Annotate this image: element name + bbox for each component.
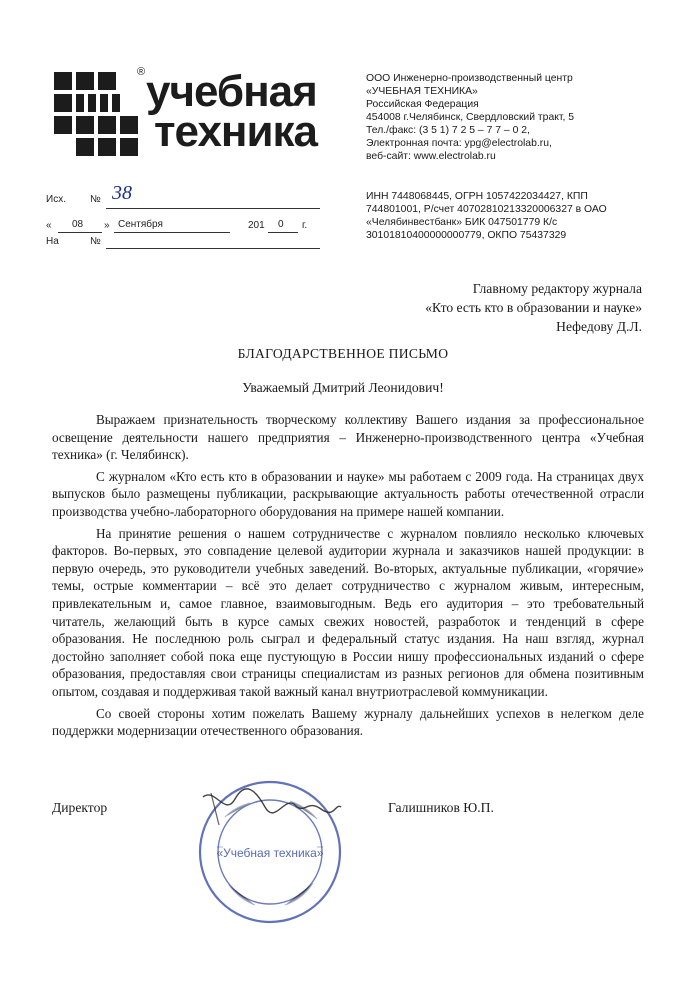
date-day: 08 [72, 219, 84, 230]
bank-requisites [366, 190, 666, 242]
outgoing-number: 38 [112, 182, 132, 204]
date-year-tail: г. [302, 220, 308, 231]
salutation: Уважаемый Дмитрий Леонидович! [242, 380, 444, 395]
bank-line: 744801001, Р/счет 40702810213320006327 в ОАО [366, 204, 607, 215]
date-month: Сентября [118, 219, 163, 230]
company-requisites [366, 72, 666, 163]
bank-line: 30101810400000000779, ОКПО 75437329 [366, 230, 567, 241]
company-line: ООО Инженерно-производственный центр [366, 73, 573, 84]
logo-wordmark-line-2: техника [154, 107, 318, 156]
signer-title: Директор [52, 800, 108, 815]
company-line: Тел./факс: (3 5 1) 7 2 5 – 7 7 – 0 2, [366, 125, 530, 136]
outgoing-number-label: № [90, 194, 101, 205]
company-logo-icon [54, 72, 140, 158]
body-paragraph: Со своей стороны хотим пожелать Вашему журналу дальнейших успехов в нелегком деле поддержки модернизации отечественного образования. [52, 705, 644, 739]
addressee-line: Нефедову Д.Л. [556, 319, 642, 334]
signer-name: Галишников Ю.П. [388, 800, 494, 815]
company-line: Электронная почта: ypg@electrolab.ru, [366, 138, 552, 149]
reply-number-label: № [90, 236, 101, 247]
addressee-block [300, 279, 642, 336]
body-paragraph: Выражаем признательность творческому коллективу Вашего издания за профессиональное освещение деятельности нашего предприятия – Инженерно-производственного центра «Учебная техника» (г. Челябинск). [52, 412, 644, 463]
company-line: Российская Федерация [366, 99, 479, 110]
letter-title: БЛАГОДАРСТВЕННОЕ ПИСЬМО [237, 346, 449, 361]
company-stamp-icon [195, 777, 345, 927]
logo-wordmark-line-1: учебная [146, 67, 317, 116]
company-line: веб-сайт: www.electrolab.ru [366, 151, 496, 162]
registered-mark: ® [137, 66, 146, 78]
letter-body [52, 411, 644, 744]
outgoing-label: Исх. [46, 194, 66, 205]
reply-number-line [106, 234, 320, 249]
outgoing-number-line [106, 194, 320, 209]
date-open-quote: « [46, 220, 52, 231]
reply-label: На [46, 236, 59, 247]
body-paragraph: На принятие решения о нашем сотрудничестве с журналом повлияло несколько ключевых факторов. Во-первых, это совпадение целевой аудитории журнала и заказчиков нашей продукции: в первую очередь, это руководители учебных заведений. Во-вторых, актуальные публикации, «горячие» темы, острые комментарии – всё это делает сотрудничество с журналом живым, интересным, привлекательным и, самое главное, взаимовыгодным. Ведь его аудитория – это требовательный читатель, желающий быть в курсе самых свежих новостей, разработок и тенденций в сфере образования. Не последнюю роль сыграл и федеральный статус издания. На наш взгляд, журнал достойно заполняет собой пока еще пустующую в России нишу профессиональных изданий о сфере образования, предоставляя свои страницы специалистам из разных регионов для обмена позитивным опытом, создавая и поддерживая такой важный канал внутриотраслевой коммуникации. [52, 525, 644, 699]
company-line: «УЧЕБНАЯ ТЕХНИКА» [366, 86, 478, 97]
date-close-quote: » [104, 220, 110, 231]
date-year-prefix: 201 [248, 220, 265, 231]
bank-line: ИНН 7448068445, ОГРН 1057422034427, КПП [366, 191, 588, 202]
body-paragraph: С журналом «Кто есть кто в образовании и науке» мы работаем с 2009 года. На страницах двух выпусков было размещены публикации, раскрывающие актуальность работы отечественной отрасли производства учебно-лабораторного оборудования на примере нашей компании. [52, 468, 644, 519]
addressee-line: Главному редактору журнала [472, 281, 642, 296]
stamp-center-text: «Учебная техника» [216, 846, 324, 860]
bank-line: «Челябинвестбанк» БИК 047501779 К/с [366, 217, 558, 228]
addressee-line: «Кто есть кто в образовании и науке» [425, 300, 642, 315]
company-line: 454008 г.Челябинск, Свердловский тракт, 5 [366, 112, 575, 123]
date-year-suffix: 0 [278, 219, 284, 230]
